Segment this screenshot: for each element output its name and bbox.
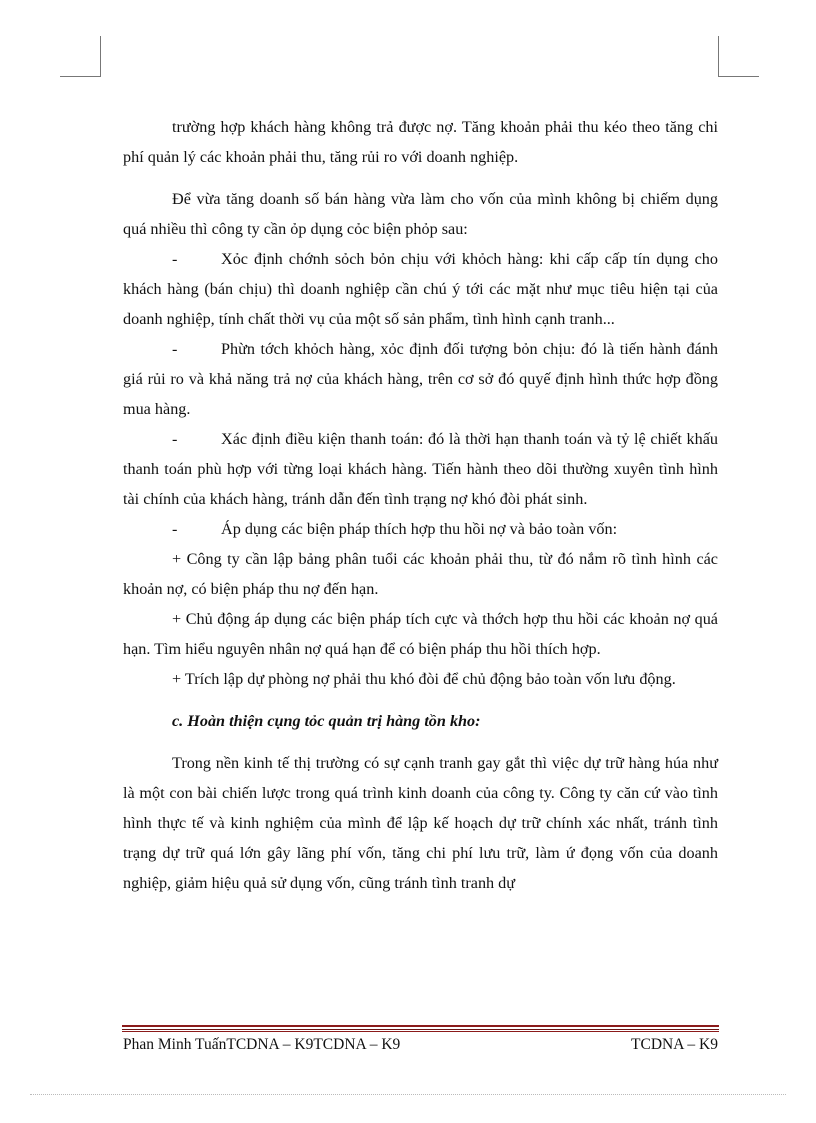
bullet-dash: - (172, 430, 178, 448)
page-bottom-dotted-line (30, 1094, 786, 1095)
bullet-text: Xỏc định chớnh sỏch bỏn chịu với khỏch hàng: khi cấp cấp tín dụng cho khách hàng (bán chịu) thì doanh nghiệp cần chú ý tới các mặt như mục tiêu hiện tại của doanh nghiệp, tính chất thời vụ của một số sản phẩm, tình hình cạnh tranh... (123, 250, 718, 328)
footer-author: Phan Minh TuấnTCDNA – K9TCDNA – K9 (123, 1036, 401, 1053)
footer-rule (122, 1025, 719, 1027)
bullet-item (123, 334, 718, 424)
plus-item: + Công ty cần lập bảng phân tuổi các khoản phải thu, từ đó nắm rõ tình hình các khoản nợ, có biện pháp thu nợ đến hạn. (123, 550, 718, 598)
bullet-item (123, 424, 718, 514)
body-text (123, 112, 718, 898)
plus-item: + Trích lập dự phòng nợ phải thu khó đòi để chủ động bảo toàn vốn lưu động. (172, 670, 676, 688)
bullet-text: Phừn tớch khỏch hàng, xỏc định đối tượng bỏn chịu: đó là tiến hành đánh giá rủi ro và khả năng trả nợ của khách hàng, trên cơ sở đó quyế định hình thức hợp đồng mua hàng. (123, 340, 718, 418)
section-heading: c. Hoàn thiện cụng tỏc quản trị hàng tồn kho: (172, 712, 481, 730)
bullet-text: Áp dụng các biện pháp thích hợp thu hồi nợ và bảo toàn vốn: (221, 520, 618, 538)
bullet-item (123, 244, 718, 334)
bullet-dash: - (172, 340, 178, 358)
paragraph-3: Trong nền kinh tế thị trường có sự cạnh tranh gay gắt thì việc dự trữ hàng húa như là một con bài chiến lược trong quá trình kinh doanh của công ty. Công ty căn cứ vào tình hình thực tế và kinh nghiệm của mình để lập kế hoạch dự trữ chính xác nhất, tránh tình trạng dự trữ quá lớn gây lãng phí vốn, tăng chi phí lưu trữ, làm ứ đọng vốn của doanh nghiệp, giảm hiệu quả sử dụng vốn, cũng tránh tình tranh dự (123, 754, 718, 892)
page-footer (123, 1033, 718, 1057)
crop-mark-top-right (718, 36, 759, 77)
footer-rule (122, 1029, 719, 1030)
footer-rule (122, 1031, 719, 1032)
paragraph-2: Để vừa tăng doanh số bán hàng vừa làm cho vốn của mình không bị chiếm dụng quá nhiều thì công ty cần ỏp dụng cỏc biện phỏp sau: (123, 190, 718, 238)
bullet-dash: - (172, 250, 178, 268)
bullet-dash: - (172, 520, 178, 538)
plus-item: + Chủ động áp dụng các biện pháp tích cực và thớch hợp thu hồi các khoản nợ quá hạn. Tìm hiểu nguyên nhân nợ quá hạn để có biện pháp thu hồi thích hợp. (123, 610, 718, 658)
crop-mark-top-left (60, 36, 101, 77)
footer-class-code: TCDNA – K9 (631, 1036, 718, 1053)
paragraph-1: trường hợp khách hàng không trả được nợ. Tăng khoản phải thu kéo theo tăng chi phí quản lý các khoản phải thu, tăng rủi ro với doanh nghiệp. (123, 118, 718, 166)
bullet-item (123, 514, 718, 544)
bullet-text: Xác định điều kiện thanh toán: đó là thời hạn thanh toán và tỷ lệ chiết khấu thanh toán phù hợp với từng loại khách hàng. Tiến hành theo dõi thường xuyên tình hình tài chính của khách hàng, tránh dẫn đến tình trạng nợ khó đòi phát sinh. (123, 430, 718, 508)
